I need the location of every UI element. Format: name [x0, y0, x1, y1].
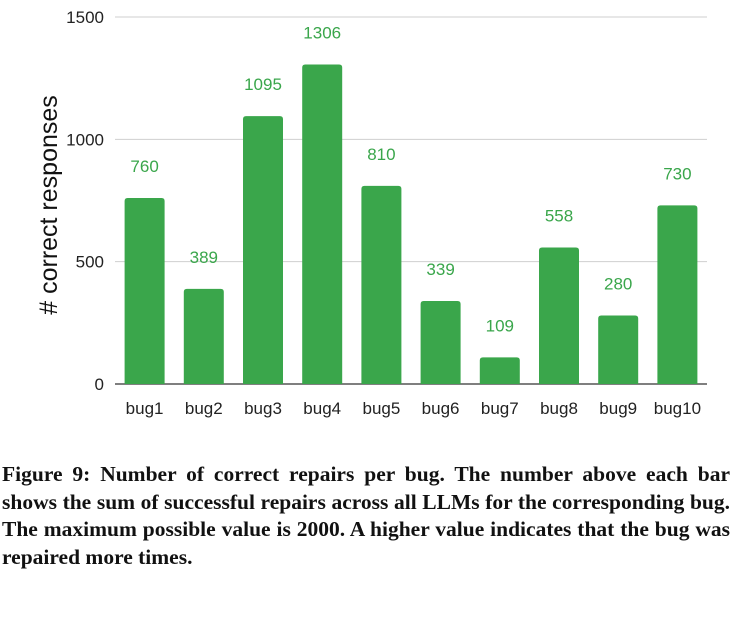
bar-bug2 — [184, 289, 224, 384]
y-tick-label: 0 — [94, 375, 104, 394]
x-tick-label-bug4: bug4 — [303, 399, 342, 418]
x-tick-label-bug3: bug3 — [244, 399, 282, 418]
y-tick-labels — [66, 8, 104, 394]
y-tick-label: 1000 — [66, 130, 104, 150]
bar-bug7 — [480, 357, 520, 384]
x-tick-label-bug2: bug2 — [184, 399, 223, 418]
figure-caption: Figure 9: Number of correct repairs per bug. The number above each bar shows the sum of successful repairs across all LLMs for the corresponding bug. The maximum possible value is 2000. A higher value indicates that the bug was repaired more times. — [2, 462, 730, 569]
y-axis-label: # correct responses — [35, 95, 63, 315]
bar-bug1 — [125, 198, 165, 384]
bars — [125, 64, 698, 384]
x-tick-label-bug8: bug8 — [540, 399, 578, 418]
data-label-bug3: 1095 — [244, 75, 282, 95]
data-label-bug1: 760 — [130, 157, 159, 177]
x-tick-labels — [126, 399, 701, 418]
data-label-bug6: 339 — [426, 260, 455, 280]
x-tick-label-bug6: bug6 — [421, 399, 460, 418]
y-tick-label: 500 — [75, 252, 104, 272]
data-label-bug8: 558 — [544, 206, 574, 226]
x-tick-label-bug5: bug5 — [362, 399, 401, 418]
data-labels — [130, 23, 691, 335]
x-tick-label-bug9: bug9 — [599, 399, 638, 418]
data-label-bug7: 109 — [485, 316, 514, 336]
bar-bug6 — [421, 301, 461, 384]
x-tick-label-bug1: bug1 — [125, 399, 164, 418]
bar-bug8 — [539, 247, 579, 384]
data-label-bug4: 1306 — [303, 23, 342, 43]
bar-bug10 — [657, 205, 697, 384]
data-label-bug10: 730 — [663, 164, 692, 184]
bar-bug4 — [302, 64, 342, 384]
y-tick-label: 1500 — [66, 8, 104, 27]
x-tick-label-bug10: bug10 — [653, 399, 702, 418]
x-tick-label-bug7: bug7 — [480, 399, 519, 418]
bar-bug9 — [598, 315, 638, 384]
data-label-bug5: 810 — [367, 144, 396, 164]
data-label-bug2: 389 — [189, 247, 218, 267]
bar-bug5 — [361, 186, 401, 384]
bar-bug3 — [243, 116, 283, 384]
data-label-bug9: 280 — [604, 274, 633, 294]
